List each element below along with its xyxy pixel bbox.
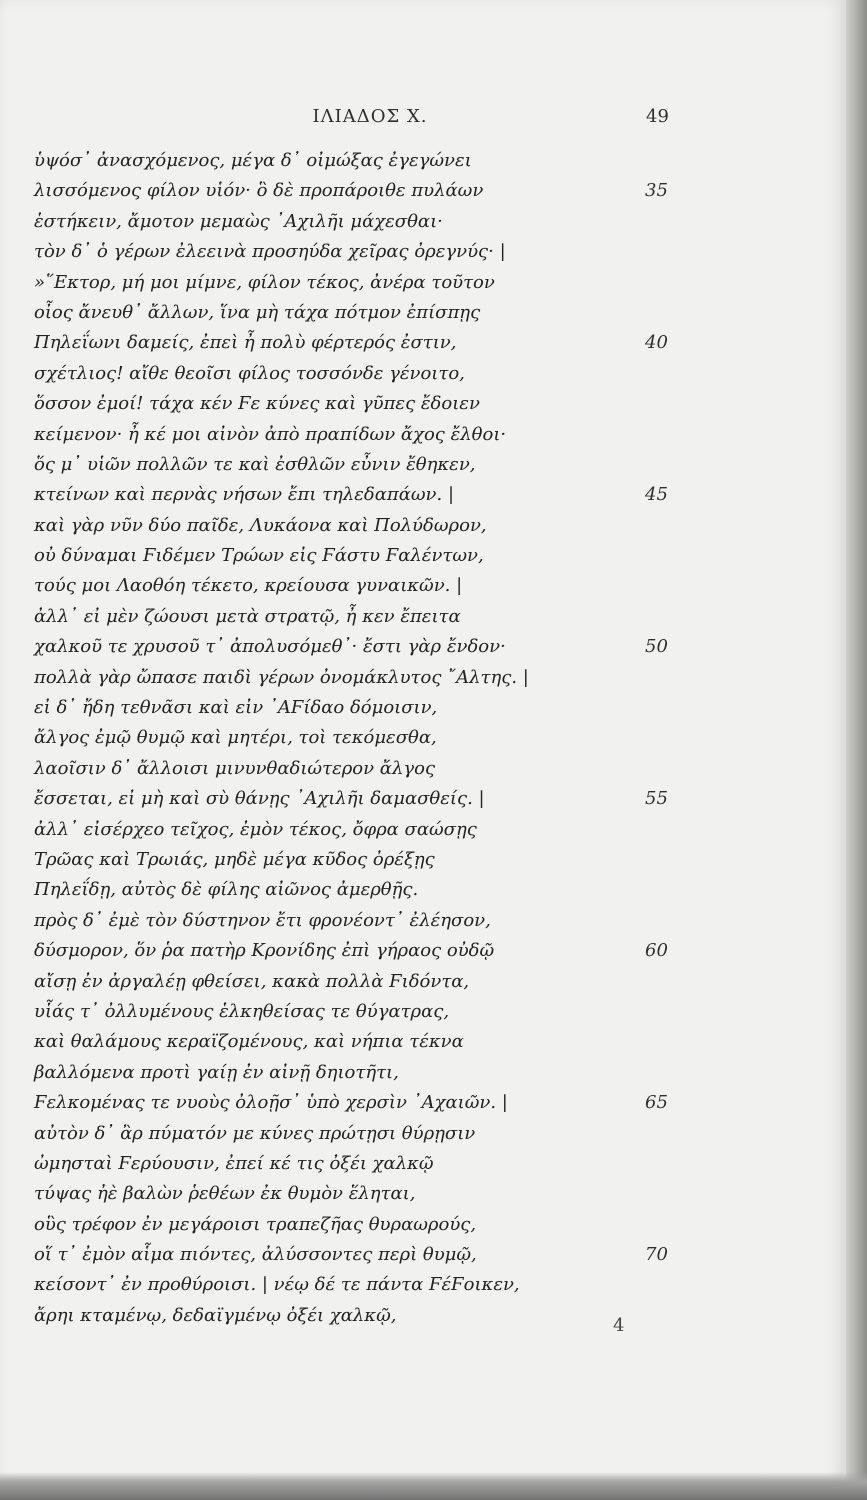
verse-text: ὑψόσ᾽ ἀνασχόμενος, μέγα δ᾽ οἰμώξας ἐγεγώνει [34,150,472,171]
verse-text: υἷάς τ᾽ ὀλλυμένους ἑλκηθείσας τε θύγατρας, [34,1000,450,1022]
verse-line-33 [34,1119,684,1149]
verse-text: εἰ δ᾽ ἤδη τεθνᾶσι καὶ εἰν ᾽ΑϜίδαο δόμοισιν, [34,697,438,719]
verse-line-5 [34,268,684,298]
verse-text: λαοῖσιν δ᾽ ἄλλοισι μινυνθαδιώτερον ἄλγος [34,757,436,779]
verse-line-32 [34,1088,684,1118]
verse-line-8 [34,359,684,389]
verse-text: ἀλλ᾽ εἰ μὲν ζώουσι μετὰ στρατῷ, ἦ κεν ἔπειτα [34,605,461,627]
verse-line-13 [34,511,684,541]
verse-text: οὐ δύναμαι Ϝιδέμεν Τρώων εἰς Ϝάστυ Ϝαλέντων, [34,545,484,567]
verse-line-31 [34,1058,684,1088]
line-number: 40 [645,332,668,354]
verse-line-29 [34,997,684,1027]
verse-line-11 [34,450,684,480]
verse-line-14 [34,541,684,571]
verse-text: ἀλλ᾽ εἰσέρχεο τεῖχος, ἐμὸν τέκος, ὄφρα σαώσῃς [34,818,477,840]
running-head [0,106,867,134]
verse-line-34 [34,1149,684,1179]
verse-line-2 [34,176,684,206]
verse-text: οὓς τρέφον ἐν μεγάροισι τραπεζῆας θυραωρούς, [34,1213,477,1235]
verse-text: ὅς μ᾽ υἱῶν πολλῶν τε καὶ ἐσθλῶν εὖνιν ἔθηκεν, [34,453,476,475]
verse-line-26 [34,906,684,936]
verse-line-12 [34,480,684,510]
verse-line-19 [34,693,684,723]
verse-text: πολλὰ γὰρ ὤπασε παιδὶ γέρων ὀνομάκλυτος ῎Αλτης. | [34,666,529,688]
line-number: 70 [645,1244,668,1266]
verse-text: τὸν δ᾽ ὁ γέρων ἐλεεινὰ προσηύδα χεῖρας ὀρεγνύς· | [34,241,506,263]
verse-line-16 [34,602,684,632]
verse-text: ἔσσεται, εἰ μὴ καὶ σὺ θάνῃς ᾽Αχιλῆι δαμασθείς. | [34,788,485,810]
line-number: 55 [645,788,668,810]
line-number: 65 [645,1092,668,1114]
page-edge [846,0,867,1500]
line-number: 45 [645,484,668,506]
verse-line-24 [34,845,684,875]
verse-line-36 [34,1210,684,1240]
verse-line-10 [34,420,684,450]
verse-text: κείσοντ᾽ ἐν προθύροισι. | νέῳ δέ τε πάντα ϜέϜοικεν, [34,1274,520,1296]
verse-text: κτείνων καὶ περνὰς νήσων ἔπι τηλεδαπάων. | [34,484,455,506]
verse-text: αὐτὸν δ᾽ ἂρ πύματόν με κύνες πρώτῃσι θύρῃσιν [34,1122,476,1144]
verse-text: αἴσῃ ἐν ἀργαλέῃ φθείσει, κακὰ πολλὰ Ϝιδόντα, [34,970,470,992]
verse-text: οἵ τ᾽ ἐμὸν αἷμα πιόντες, ἀλύσσοντες περὶ θυμῷ, [34,1244,477,1266]
verse-text: κείμενον· ἦ κέ μοι αἰνὸν ἀπὸ πραπίδων ἄχος ἔλθοι· [34,423,507,445]
verse-text: »῞Εκτορ, μή μοι μίμνε, φίλον τέκος, ἀνέρα τοῦτον [34,271,495,293]
verse-line-3 [34,207,684,237]
verse-text: ὠμησταὶ Ϝερύουσιν, ἐπεί κέ τις ὀξέι χαλκῷ [34,1152,434,1174]
verse-line-27 [34,936,684,966]
verse-line-15 [34,571,684,601]
verse-text: Πηλεΐωνι δαμείς, ἐπεὶ ἦ πολὺ φέρτερός ἐστιν, [34,332,457,354]
page-number: 49 [646,106,669,127]
verse-line-35 [34,1179,684,1209]
verse-line-28 [34,967,684,997]
verse-line-30 [34,1027,684,1057]
verse-line-4 [34,237,684,267]
verse-text: τύψας ἠὲ βαλὼν ῥεθέων ἐκ θυμὸν ἕληται, [34,1183,416,1205]
verse-text: σχέτλιος! αἴθε θεοῖσι φίλος τοσσόνδε γένοιτο, [34,362,465,384]
verse-line-37 [34,1240,684,1270]
verse-text: ἄρηι κταμένῳ, δεδαϊγμένῳ ὀξέι χαλκῷ, [34,1304,397,1326]
line-number: 50 [645,636,668,658]
line-number: 35 [645,180,668,202]
verse-text: Πηλεΐδῃ, αὐτὸς δὲ φίλης αἰῶνος ἀμερθῇς. [34,879,419,901]
verse-text: τούς μοι Λαοθόη τέκετο, κρείουσα γυναικῶν. | [34,575,463,597]
poem-text [34,146,684,1331]
verse-line-7 [34,328,684,358]
verse-text: Ϝελκομένας τε νυοὺς ὀλοῇσ᾽ ὑπὸ χερσὶν ᾽Αχαιῶν. | [34,1092,508,1114]
verse-line-18 [34,663,684,693]
verse-line-22 [34,784,684,814]
verse-text: χαλκοῦ τε χρυσοῦ τ᾽ ἀπολυσόμεθ᾽· ἔστι γὰρ ἔνδον· [34,636,506,658]
verse-text: ὅσσον ἐμοί! τάχα κέν Ϝε κύνες καὶ γῦπες ἔδοιεν [34,393,480,415]
verse-text: καὶ θαλάμους κεραϊζομένους, καὶ νήπια τέκνα [34,1031,464,1053]
verse-line-9 [34,389,684,419]
verse-text: ἄλγος ἐμῷ θυμῷ καὶ μητέρι, τοὶ τεκόμεσθα, [34,727,437,749]
verse-line-17 [34,632,684,662]
page-bottom-shadow [0,1472,867,1500]
verse-line-23 [34,815,684,845]
verse-line-21 [34,754,684,784]
verse-line-25 [34,875,684,905]
verse-text: λισσόμενος φίλον υἱόν· ὃ δὲ προπάροιθε πυλάων [34,180,484,202]
verse-text: Τρῶας καὶ Τρωιάς, μηδὲ μέγα κῦδος ὀρέξῃς [34,848,435,870]
line-number: 60 [645,940,668,962]
verse-text: βαλλόμενα προτὶ γαίῃ ἐν αἰνῇ δηιοτῆτι, [34,1061,399,1083]
verse-line-39 [34,1301,684,1331]
verse-line-1 [34,146,684,176]
signature-mark: 4 [613,1315,625,1336]
verse-text: οἶος ἄνευθ᾽ ἄλλων, ἵνα μὴ τάχα πότμον ἐπίσπῃς [34,301,481,323]
verse-text: ἑστήκειν, ἄμοτον μεμαὼς ᾽Αχιλῆι μάχεσθαι· [34,210,443,232]
verse-text: δύσμορον, ὅν ῥα πατὴρ Κρονίδης ἐπὶ γήραος οὐδῷ [34,940,495,962]
verse-line-20 [34,723,684,753]
verse-text: καὶ γὰρ νῦν δύο παῖδε, Λυκάονα καὶ Πολύδωρον, [34,514,487,536]
verse-line-6 [34,298,684,328]
running-title: ΙΛΙΑΔΟΣ Χ. [312,106,428,127]
verse-text: πρὸς δ᾽ ἐμὲ τὸν δύστηνον ἔτι φρονέοντ᾽ ἐλέησον, [34,909,491,931]
verse-line-38 [34,1270,684,1300]
